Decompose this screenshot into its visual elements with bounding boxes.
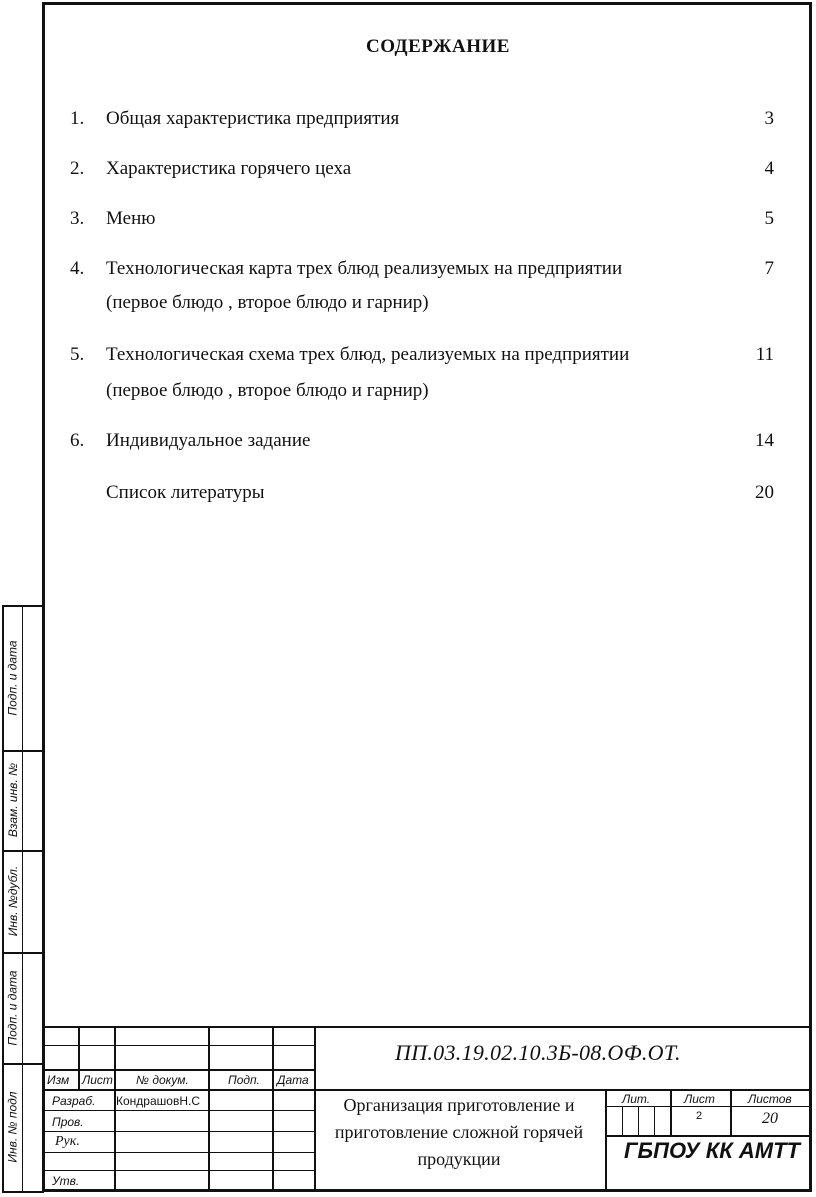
toc-item-continuation: (первое блюдо , второе блюдо и гарнир) <box>106 380 429 401</box>
stamp-row-line <box>42 1152 314 1153</box>
label-prov: Пров. <box>52 1115 84 1129</box>
page-title: СОДЕРЖАНИЕ <box>366 36 510 57</box>
stamp-row-line <box>605 1135 812 1137</box>
stamp-divider <box>670 1089 672 1135</box>
sheet-number: 2 <box>696 1110 703 1122</box>
stamp-divider <box>622 1106 623 1135</box>
stamp-row-line <box>42 1170 314 1171</box>
toc-item-continuation: (первое блюдо , второе блюдо и гарнир) <box>106 292 429 313</box>
col-izm: Изм <box>47 1073 70 1087</box>
label-razrab: Разраб. <box>52 1094 96 1108</box>
label-ruk: Рук. <box>55 1134 80 1149</box>
side-label-vzam-inv: Взам. инв. № <box>6 762 21 838</box>
stamp-divider <box>272 1026 274 1192</box>
stamp-divider <box>114 1026 116 1192</box>
side-label-inv-dubl: Инв. №дубл. <box>6 865 20 937</box>
stamp-row-line <box>42 1069 314 1071</box>
stamp-divider <box>638 1106 639 1135</box>
organization-name: ГБПОУ КК АМТТ <box>624 1138 800 1163</box>
document-number: ПП.03.19.02.10.3Б-08.ОФ.ОТ. <box>395 1040 681 1065</box>
stamp-row-line <box>42 1045 314 1046</box>
stamp-divider <box>605 1089 607 1192</box>
side-label-podp-data-bottom: Подп. и дата <box>6 969 20 1046</box>
side-label-podp-data-top: Подп. и дата <box>6 639 20 716</box>
stamp-row-line <box>42 1110 314 1111</box>
sheets-total: 20 <box>762 1110 778 1127</box>
page-frame <box>42 2 812 1192</box>
stamp-divider <box>730 1089 732 1135</box>
label-utv: Утв. <box>52 1174 80 1188</box>
stamp-row-line <box>605 1106 812 1107</box>
stamp-divider <box>654 1106 655 1135</box>
label-list: Лист <box>684 1092 715 1106</box>
side-strip-bottom-border <box>2 1191 44 1193</box>
stamp-top-border <box>42 1026 812 1028</box>
document-topic: Организация приготовление и приготовление сложной горячей продукции <box>334 1095 584 1169</box>
stamp-row-line <box>42 1089 812 1091</box>
stamp-divider <box>208 1026 210 1192</box>
col-data: Дата <box>277 1073 309 1087</box>
col-podp: Подп. <box>228 1073 260 1087</box>
razrab-name: КондрашовН.С <box>116 1094 200 1108</box>
col-doc: № докум. <box>136 1073 189 1087</box>
stamp-divider <box>78 1026 80 1090</box>
side-label-inv-podl: Инв. № подл <box>6 1091 21 1163</box>
label-listov: Листов <box>748 1092 792 1106</box>
label-lit: Лит. <box>622 1092 651 1106</box>
col-list: Лист <box>82 1073 113 1087</box>
stamp-row-line <box>42 1131 314 1132</box>
